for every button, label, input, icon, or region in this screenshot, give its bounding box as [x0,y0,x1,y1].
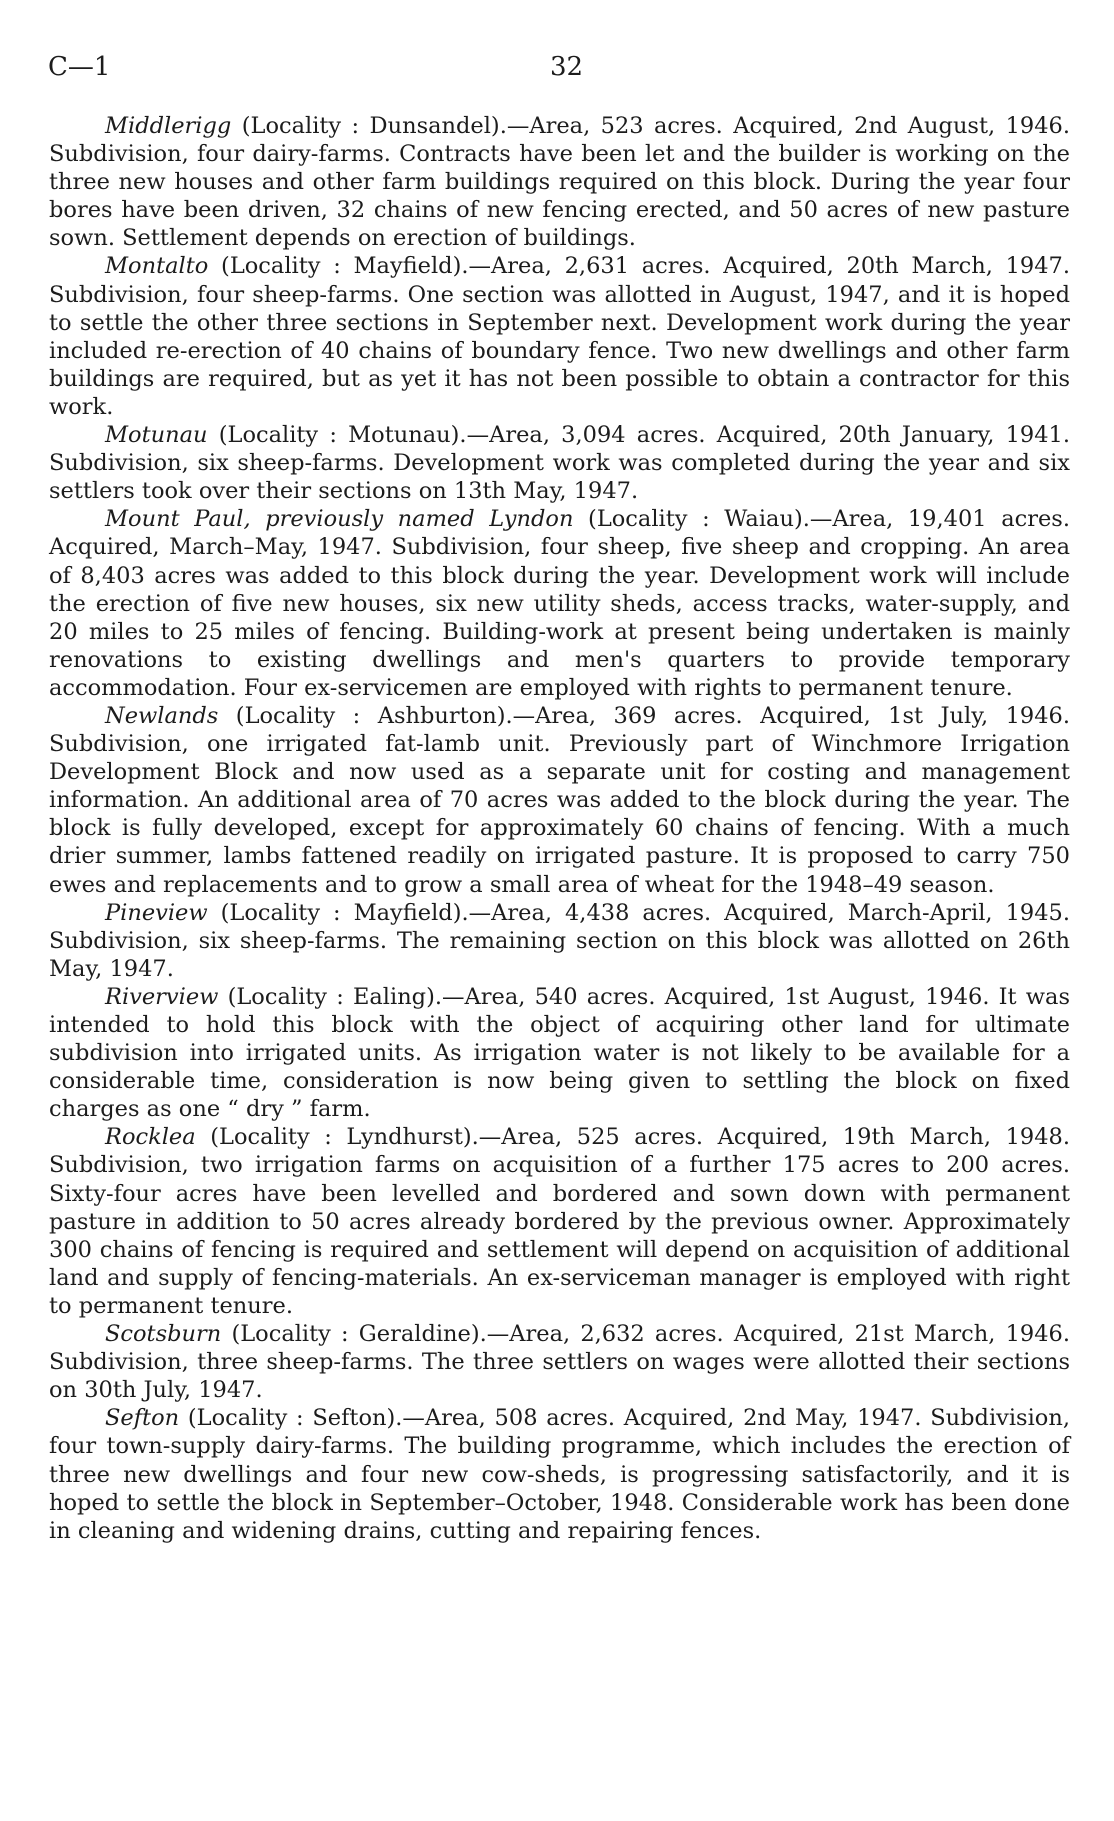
entry-paragraph [49,421,1070,505]
entry-paragraph [49,112,1070,252]
block-name: Sefton [105,1405,180,1432]
page-number: 32 [550,52,584,82]
block-name: Motunau [105,422,208,449]
entry-paragraph [49,505,1070,702]
block-name: Rocklea [105,1124,196,1151]
block-description: (Locality : Mayfield).—Area, 4,438 acres. Acquired, March-April, 1945. Subdivision, six sheep-farms. The remaining section on this block was allotted on 26th May, 1947. [49,899,1070,982]
block-description: (Locality : Sefton).—Area, 508 acres. Acquired, 2nd May, 1947. Subdivision, four town-supply dairy-farms. The building programme, which includes the erection of three new dwellings and four new cow-sheds, is progressing satisfactorily, and it is hoped to settle the block in September–October, 1948. Considerable work has been done in cleaning and widening drains, cutting and repairing fences. [49,1405,1070,1544]
block-name: Riverview [105,983,219,1010]
entry-paragraph [49,1123,1070,1320]
entry-paragraph [49,252,1070,421]
entry-paragraph [49,983,1070,1123]
block-description: (Locality : Ealing).—Area, 540 acres. Acquired, 1st August, 1946. It was intended to hold this block with the object of acquiring other land for ultimate subdivision into irrigated units. As irrigation water is not likely to be available for a considerable time, consideration is now being given to settling the block on fixed charges as one “ dry ” farm. [49,983,1070,1123]
block-description: (Locality : Lyndhurst).—Area, 525 acres. Acquired, 19th March, 1948. Subdivision, two irrigation farms on acquisition of a further 175 acres to 200 acres. Sixty-four acres have been levelled and bordered and sown down with permanent pasture in addition to 50 acres already bordered by the previous owner. Approximately 300 chains of fencing is required and settlement will depend on acquisition of additional land and supply of fencing-materials. An ex-serviceman manager is employed with right to permanent tenure. [49,1124,1070,1319]
document-code: C—1 [48,52,111,82]
page-header [48,52,1066,88]
block-description: (Locality : Ashburton).—Area, 369 acres. Acquired, 1st July, 1946. Subdivision, one irrigated fat-lamb unit. Previously part of Winchmore Irrigation Development Block and now used as a separate unit for costing and management information. An additional area of 70 acres was added to the block during the year. The block is fully developed, except for approximately 60 chains of fencing. With a much drier summer, lambs fattened readily on irrigated pasture. It is proposed to carry 750 ewes and replacements and to grow a small area of wheat for the 1948–49 season. [49,702,1070,898]
entry-paragraph [49,899,1070,983]
entry-paragraph [49,1320,1070,1404]
block-description: (Locality : Geraldine).—Area, 2,632 acres. Acquired, 21st March, 1946. Subdivision, three sheep-farms. The three settlers on wages were allotted their sections on 30th July, 1947. [49,1321,1070,1404]
entry-paragraph [49,1404,1070,1544]
block-name: Montalto [105,253,209,280]
block-description: (Locality : Waiau).—Area, 19,401 acres. Acquired, March–May, 1947. Subdivision, four sheep, five sheep and cropping. An area of 8,403 acres was added to this block during the year. Development work will include the erection of five new houses, six new utility sheds, access tracks, water-supply, and 20 miles to 25 miles of fencing. Building-work at present being undertaken is mainly renovations to existing dwellings and men's quarters to provide temporary accommodation. Four ex-servicemen are employed with rights to permanent tenure. [49,506,1070,701]
body-text [49,112,1070,1545]
block-name: Middlerigg [105,113,232,139]
block-description: (Locality : Dunsandel).—Area, 523 acres. Acquired, 2nd August, 1946. Subdivision, four dairy-farms. Contracts have been let and the builder is working on the three new houses and other farm buildings required on this block. During the year four bores have been driven, 32 chains of new fencing erected, and 50 acres of new pasture sown. Settlement depends on erection of buildings. [49,113,1070,252]
block-description: (Locality : Mayfield).—Area, 2,631 acres. Acquired, 20th March, 1947. Subdivision, four sheep-farms. One section was allotted in August, 1947, and it is hoped to settle the other three sections in September next. Development work during the year included re-erection of 40 chains of boundary fence. Two new dwellings and other farm buildings are required, but as yet it has not been possible to obtain a contractor for this work. [49,253,1070,420]
block-description: (Locality : Motunau).—Area, 3,094 acres. Acquired, 20th January, 1941. Subdivision, six sheep-farms. Development work was completed during the year and six settlers took over their sections on 13th May, 1947. [49,422,1070,505]
block-name: Newlands [105,702,219,729]
block-name: Scotsburn [105,1321,222,1348]
block-name: Pineview [105,899,208,926]
entry-paragraph [49,702,1070,899]
block-name: Mount Paul, previously named Lyndon [105,506,574,533]
